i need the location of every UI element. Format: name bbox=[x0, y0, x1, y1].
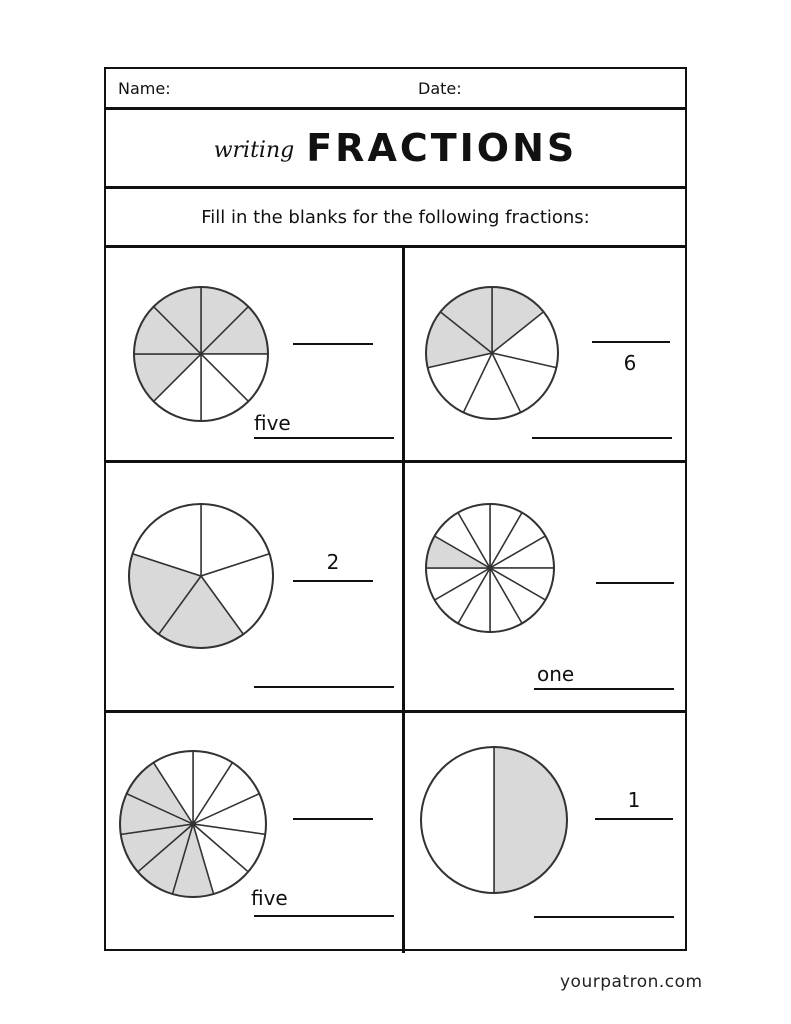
fraction-pie bbox=[419, 745, 569, 895]
fraction-pie bbox=[127, 502, 275, 650]
name-label: Name: bbox=[118, 79, 171, 98]
problem-3 bbox=[106, 462, 402, 710]
denominator-blank[interactable] bbox=[595, 818, 673, 820]
denominator-number: 6 bbox=[623, 351, 637, 375]
footer-url: yourpatron.com bbox=[560, 972, 703, 992]
fraction-word: five bbox=[251, 886, 288, 910]
numerator-number: 2 bbox=[326, 550, 340, 574]
numerator-number: 1 bbox=[627, 788, 641, 812]
word-blank[interactable] bbox=[254, 915, 394, 917]
word-blank[interactable] bbox=[534, 916, 674, 918]
worksheet bbox=[104, 67, 687, 951]
title-script: writing bbox=[213, 137, 295, 163]
numerator-blank[interactable] bbox=[293, 818, 373, 820]
numerator-blank[interactable] bbox=[592, 341, 670, 343]
fraction-word: five bbox=[254, 411, 291, 435]
problem-1 bbox=[106, 247, 402, 460]
problem-4 bbox=[404, 462, 687, 710]
instructions: Fill in the blanks for the following fractions: bbox=[201, 206, 590, 228]
word-blank[interactable] bbox=[254, 686, 394, 688]
word-blank[interactable] bbox=[532, 437, 672, 439]
problem-2 bbox=[404, 247, 687, 460]
fraction-pie bbox=[424, 502, 556, 634]
word-blank[interactable] bbox=[254, 437, 394, 439]
title bbox=[106, 109, 685, 187]
pie-slice bbox=[494, 747, 567, 893]
fraction-pie bbox=[424, 285, 560, 421]
fraction-pie bbox=[132, 285, 270, 423]
fraction-word: one bbox=[537, 662, 575, 686]
numerator-blank[interactable] bbox=[293, 343, 373, 345]
word-blank[interactable] bbox=[534, 688, 674, 690]
title-main: FRACTIONS bbox=[306, 126, 578, 170]
problem-5 bbox=[106, 712, 402, 950]
denominator-blank[interactable] bbox=[293, 580, 373, 582]
date-label: Date: bbox=[418, 79, 462, 98]
pie-slice bbox=[421, 747, 494, 893]
denominator-blank[interactable] bbox=[596, 582, 674, 584]
problem-6 bbox=[404, 712, 687, 950]
fraction-pie bbox=[118, 749, 268, 899]
